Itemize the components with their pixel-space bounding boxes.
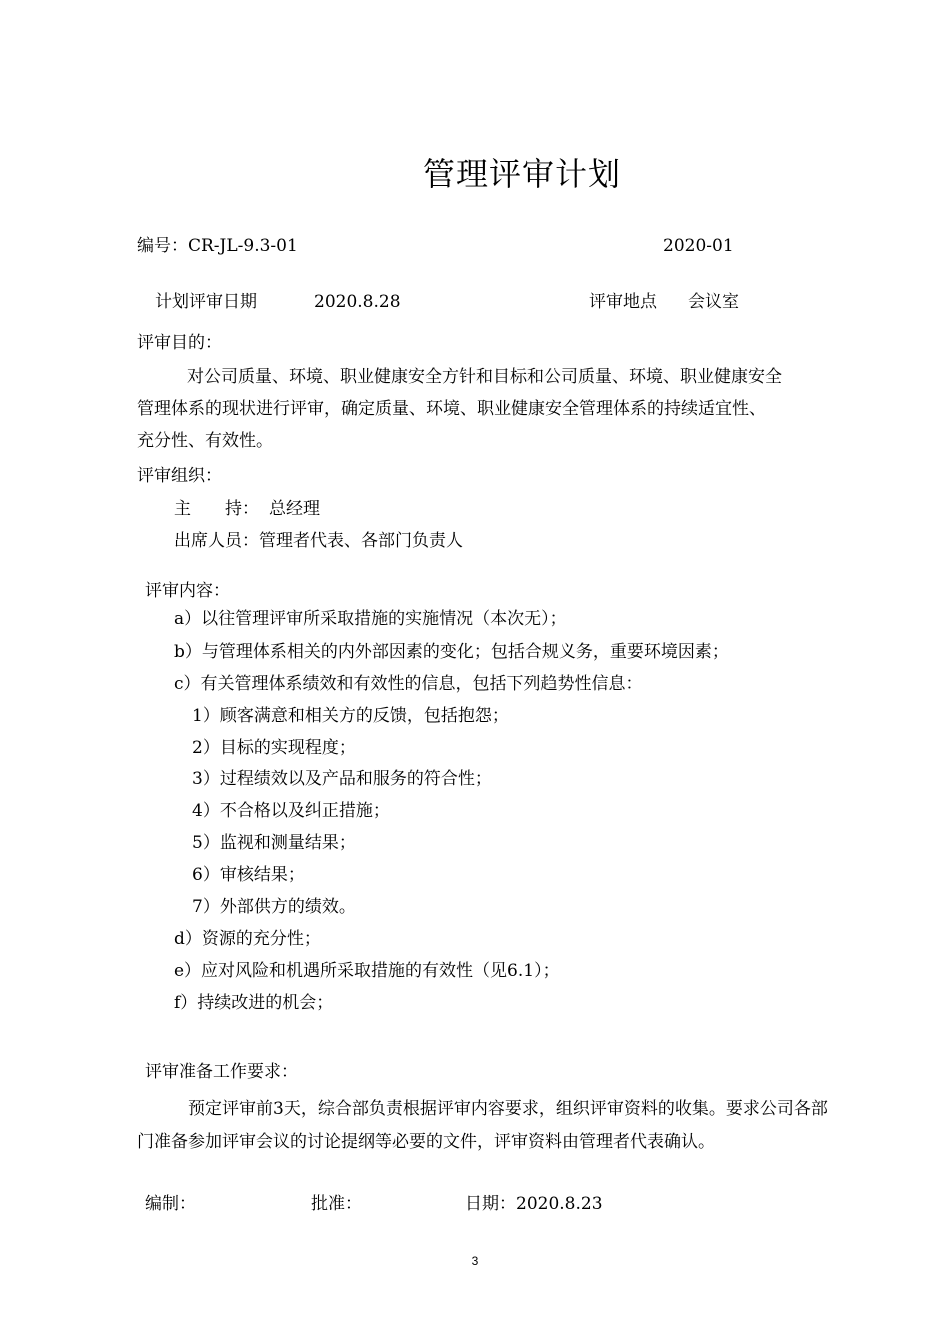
list-subitem: 5）监视和测量结果； (192, 833, 356, 853)
list-subitem: 4）不合格以及纠正措施； (192, 801, 390, 821)
purpose-heading: 评审目的： (137, 333, 222, 353)
list-item: a）以往管理评审所采取措施的实施情况（本次无）； (174, 609, 567, 629)
sign-date: 日期：2020.8.23 (465, 1194, 603, 1214)
list-item: e）应对风险和机遇所采取措施的有效性（见6.1）； (174, 961, 560, 981)
organization-heading: 评审组织： (137, 466, 222, 486)
plan-date-label: 计划评审日期 (155, 292, 257, 312)
approved-by: 批准： (311, 1194, 362, 1214)
page-title: 管理评审计划 (422, 155, 621, 193)
host-value: 总经理 (269, 499, 320, 519)
plan-date-value: 2020.8.28 (314, 292, 401, 312)
list-item: d）资源的充分性； (174, 929, 321, 949)
preparation-text: 预定评审前3天，综合部负责根据评审内容要求，组织评审资料的收集。要求公司各部门准备参加评审会议的讨论提纲等必要的文件，评审资料由管理者代表确认。 (137, 1099, 828, 1152)
purpose-line-1: 对公司质量、环境、职业健康安全方针和目标和公司质量、环境、职业健康安全 (187, 367, 782, 387)
purpose-line-3: 充分性、有效性。 (137, 431, 273, 451)
purpose-line-2: 管理体系的现状进行评审，确定质量、环境、职业健康安全管理体系的持续适宜性、 (137, 399, 766, 419)
review-place-value: 会议室 (688, 292, 739, 312)
document-version: 2020-01 (663, 236, 734, 256)
page-number: 3 (471, 1254, 479, 1268)
list-item: c）有关管理体系绩效和有效性的信息，包括下列趋势性信息： (174, 674, 643, 694)
list-subitem: 7）外部供方的绩效。 (192, 897, 356, 917)
list-subitem: 6）审核结果； (192, 865, 305, 885)
document-code: 编号：CR-JL-9.3-01 (137, 236, 298, 256)
prepared-by: 编制： (145, 1194, 196, 1214)
host-label: 主 持： (174, 499, 259, 519)
list-item: f）持续改进的机会； (174, 993, 334, 1013)
preparation-heading: 评审准备工作要求： (145, 1062, 298, 1082)
list-item: b）与管理体系相关的内外部因素的变化；包括合规义务，重要环境因素； (174, 642, 729, 662)
list-subitem: 1）顾客满意和相关方的反馈，包括抱怨； (192, 706, 509, 726)
content-heading: 评审内容： (145, 581, 230, 601)
list-subitem: 2）目标的实现程度； (192, 738, 356, 758)
review-place-label: 评审地点 (589, 292, 657, 312)
list-subitem: 3）过程绩效以及产品和服务的符合性； (192, 769, 492, 789)
attendees: 出席人员：管理者代表、各部门负责人 (174, 531, 463, 551)
